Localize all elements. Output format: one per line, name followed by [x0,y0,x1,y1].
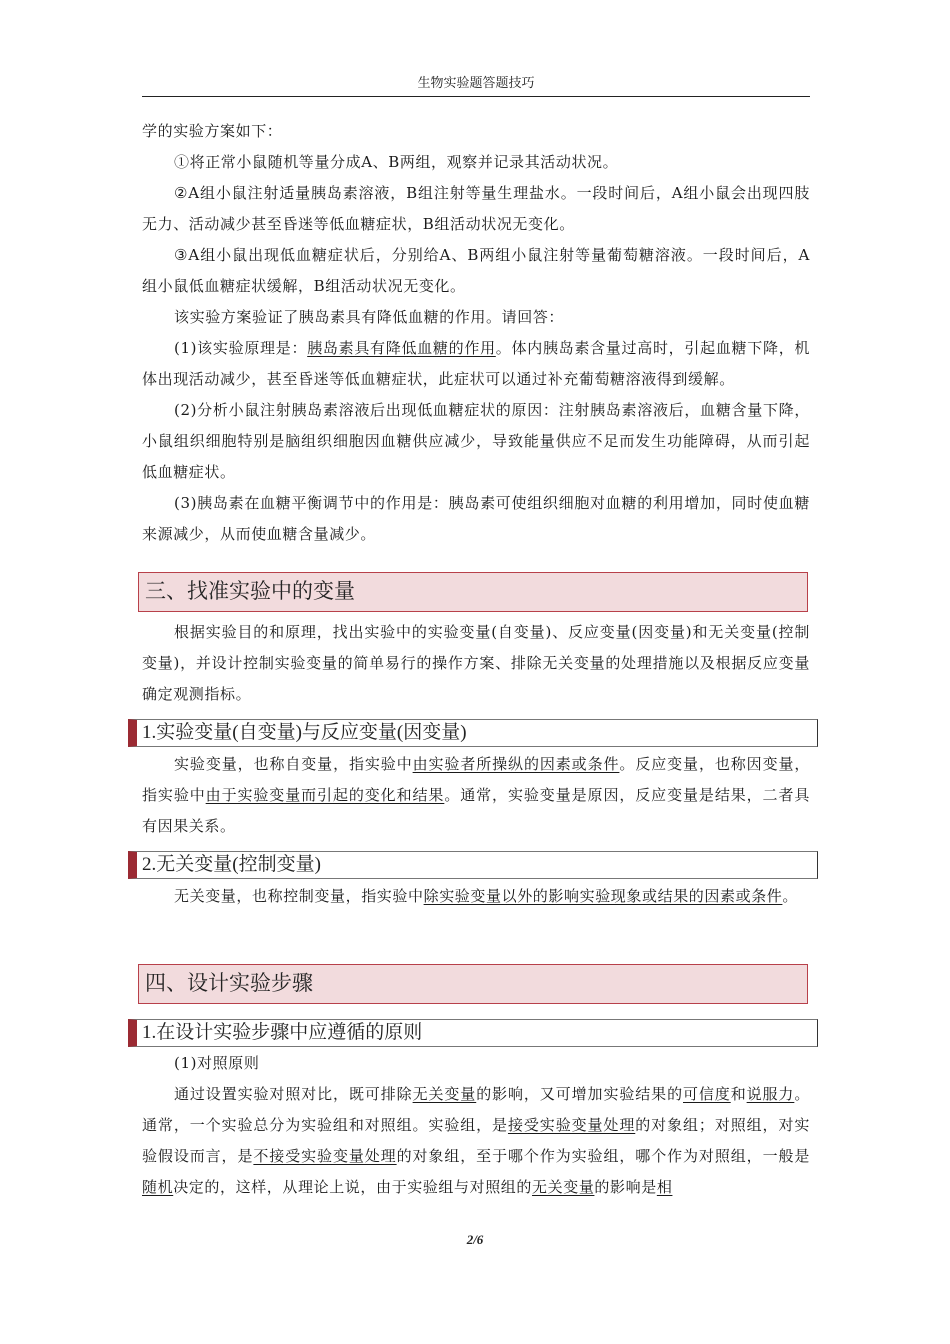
subheading-independent-variable: 1.实验变量(自变量)与反应变量(因变量) [128,719,818,747]
list-item: (1)对照原则 [174,1054,260,1072]
underlined-text: 胰岛素具有降低血糖的作用 [307,339,496,357]
section-heading-4: 四、设计实验步骤 [138,964,808,1004]
text: 。通常，实验变量是原因，反应变量是结果，二者具有因果关系。 [142,786,810,835]
paragraph: 学的实验方案如下： [142,122,283,140]
paragraph [142,881,810,912]
paragraph [142,147,810,178]
paragraph [142,333,810,395]
text: 。体内胰岛素含量过高时，引起血糖下降，机体出现活动减少，甚至昏迷等低血糖症状，此症状可以通过补充葡萄糖溶液得到缓解。 [142,339,811,388]
underlined-text: 无关变量 [532,1178,595,1196]
paragraph: (3)胰岛素在血糖平衡调节中的作用是：胰岛素可使组织细胞对血糖的利用增加，同时使血糖来源减少，从而使血糖含量减少。 [142,494,810,543]
paragraph: 该实验方案验证了胰岛素具有降低血糖的作用。请回答： [174,308,565,326]
text: 的影响，又可增加实验结果的 [476,1085,683,1103]
underlined-text: 除实验变量以外的影响实验现象或结果的因素或条件 [423,887,783,905]
text: 的影响是 [594,1178,657,1196]
text: 决定的，这样，从理论上说，由于实验组与对照组的 [173,1178,533,1196]
text: 的对象组，至于哪个作为实验组，哪个作为对照组，一般是 [396,1147,811,1165]
paragraph: 根据实验目的和原理，找出实验中的实验变量(自变量)、反应变量(因变量)和无关变量(控制变量)，并设计控制实验变量的简单易行的操作方案、排除无关变量的处理措施以及根据反应变量确定观测指标。 [142,623,810,703]
text: 。 [782,887,799,905]
paragraph [142,749,810,842]
paragraph: ③A组小鼠出现低血糖症状后，分别给A、B两组小鼠注射等量葡萄糖溶液。一段时间后，A组小鼠低血糖症状缓解，B组活动状况无变化。 [142,246,810,295]
text: 。通常，一个实验总分为实验组和对照组。实验组，是 [142,1085,810,1134]
underlined-text: 可信度 [683,1085,731,1103]
text: (1)该实验原理是： [174,339,308,357]
underlined-text: 接受实验变量处理 [507,1116,636,1134]
subheading-design-principles: 1.在设计实验步骤中应遵循的原则 [128,1019,818,1047]
text: 的对象组；对照组，对实验假设而言，是 [142,1116,810,1165]
underlined-text: 说服力 [746,1085,795,1103]
paragraph: ②A组小鼠注射适量胰岛素溶液，B组注射等量生理盐水。一段时间后，A组小鼠会出现四肢无力、活动减少甚至昏迷等低血糖症状，B组活动状况无变化。 [142,184,810,233]
underlined-text: 相 [656,1178,673,1196]
text: 通过设置实验对照对比，既可排除 [174,1085,413,1103]
paragraph: (2)分析小鼠注射胰岛素溶液后出现低血糖症状的原因：注射胰岛素溶液后，血糖含量下降，小鼠组织细胞特别是脑组织细胞因血糖供应减少，导致能量供应不足而发生功能障碍，从而引起低血糖症状。 [142,401,810,481]
subheading-control-variable: 2.无关变量(控制变量) [128,851,818,879]
text: 。反应变量，也称因变量，指实验中 [142,755,810,804]
underlined-text: 不接受实验变量处理 [253,1147,397,1165]
underlined-text: 由于实验变量而引起的变化和结果 [205,786,445,804]
text: 无关变量，也称控制变量，指实验中 [174,887,424,905]
underlined-text: 随机 [142,1178,174,1196]
text: 和 [730,1085,747,1103]
section-heading-3: 三、找准实验中的变量 [138,572,808,612]
underlined-text: 无关变量 [412,1085,477,1103]
text: 实验变量，也称自变量，指实验中 [174,755,413,773]
paragraph [142,1079,810,1203]
underlined-text: 由实验者所操纵的因素或条件 [412,755,620,773]
page-header: 生物实验题答题技巧 [142,74,810,97]
paragraph-text: ①将正常小鼠随机等量分成A、B两组，观察并记录其活动状况。 [174,153,619,171]
page-number: 2/6 [466,1232,484,1247]
